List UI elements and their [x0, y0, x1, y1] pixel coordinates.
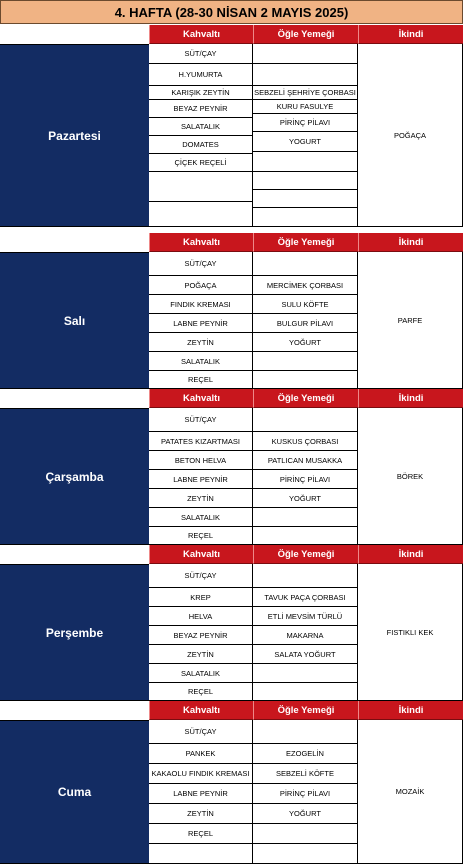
ogle-item — [253, 252, 358, 276]
ikindi-item: BÖREK — [358, 408, 463, 544]
header-ogle: Öğle Yemeği — [253, 701, 358, 720]
header-ogle: Öğle Yemeği — [253, 25, 358, 44]
ogle-item: TAVUK PAÇA ÇORBASI — [253, 588, 358, 607]
ikindi-item: FISTIKLI KEK — [358, 564, 463, 700]
meal-header-row — [0, 545, 463, 564]
day-label: Perşembe — [0, 564, 149, 701]
meal-grid — [149, 44, 463, 227]
kahvalti-item: SÜT/ÇAY — [149, 564, 253, 588]
header-ikindi: İkindi — [358, 233, 463, 252]
kahvalti-item: REÇEL — [149, 683, 253, 701]
kahvalti-item: SALATALIK — [149, 118, 253, 136]
kahvalti-item: ÇİÇEK REÇELİ — [149, 154, 253, 172]
ogle-item: KUSKUS ÇORBASI — [253, 432, 358, 451]
day-section-2 — [0, 233, 463, 389]
ogle-item: YOĞURT — [253, 333, 358, 352]
header-blank — [0, 389, 149, 408]
ogle-item: YOĞURT — [253, 489, 358, 508]
ogle-item: SEBZELİ ŞEHRİYE ÇORBASI — [253, 86, 358, 100]
ogle-item — [253, 352, 358, 371]
ogle-item — [253, 844, 358, 864]
ogle-item: PİRİNÇ PİLAVI — [253, 784, 358, 804]
day-section-5 — [0, 701, 463, 864]
header-ikindi: İkindi — [358, 389, 463, 408]
ogle-item — [253, 720, 358, 744]
kahvalti-item: PANKEK — [149, 744, 253, 764]
ogle-item: BULGUR PİLAVI — [253, 314, 358, 333]
meal-grid — [149, 408, 463, 545]
ogle-item — [253, 64, 358, 86]
header-ogle: Öğle Yemeği — [253, 233, 358, 252]
kahvalti-item: SALATALIK — [149, 508, 253, 527]
ogle-item: YOĞURT — [253, 804, 358, 824]
ogle-item: KURU FASULYE — [253, 100, 358, 114]
meal-header-row — [0, 233, 463, 252]
kahvalti-item: LABNE PEYNİR — [149, 784, 253, 804]
ogle-item: PİRİNÇ PİLAVI — [253, 114, 358, 132]
kahvalti-item: POĞAÇA — [149, 276, 253, 295]
kahvalti-item: SÜT/ÇAY — [149, 408, 253, 432]
kahvalti-item: KREP — [149, 588, 253, 607]
day-section-3 — [0, 389, 463, 545]
kahvalti-item: REÇEL — [149, 527, 253, 545]
kahvalti-item: BEYAZ PEYNİR — [149, 626, 253, 645]
ogle-item: PATLICAN MUSAKKA — [253, 451, 358, 470]
kahvalti-item: ZEYTİN — [149, 804, 253, 824]
kahvalti-item: H.YUMURTA — [149, 64, 253, 86]
meal-header-row — [0, 389, 463, 408]
header-blank — [0, 701, 149, 720]
ogle-item — [253, 172, 358, 190]
ogle-item — [253, 371, 358, 389]
day-section-1 — [0, 25, 463, 227]
ogle-item: YOGURT — [253, 132, 358, 152]
kahvalti-item: HELVA — [149, 607, 253, 626]
header-kahvalti: Kahvaltı — [149, 25, 253, 44]
kahvalti-item: KAKAOLU FINDIK KREMASI — [149, 764, 253, 784]
ogle-item: MAKARNA — [253, 626, 358, 645]
ogle-item — [253, 44, 358, 64]
ogle-item — [253, 408, 358, 432]
header-blank — [0, 545, 149, 564]
ikindi-item: PARFE — [358, 252, 463, 388]
ogle-item — [253, 508, 358, 527]
kahvalti-item: SÜT/ÇAY — [149, 252, 253, 276]
ogle-item: EZOGELİN — [253, 744, 358, 764]
kahvalti-item: DOMATES — [149, 136, 253, 154]
ogle-item: SULU KÖFTE — [253, 295, 358, 314]
kahvalti-item — [149, 844, 253, 864]
ogle-item — [253, 664, 358, 683]
kahvalti-item: FINDIK KREMASI — [149, 295, 253, 314]
meal-grid — [149, 564, 463, 701]
kahvalti-item: REÇEL — [149, 824, 253, 844]
ogle-item: SALATA YOĞURT — [253, 645, 358, 664]
header-ogle: Öğle Yemeği — [253, 389, 358, 408]
kahvalti-item: ZEYTİN — [149, 333, 253, 352]
meal-header-row — [0, 701, 463, 720]
ogle-item — [253, 208, 358, 227]
kahvalti-item: BEYAZ PEYNİR — [149, 100, 253, 118]
kahvalti-item: PATATES KIZARTMASI — [149, 432, 253, 451]
kahvalti-item: REÇEL — [149, 371, 253, 389]
ogle-item — [253, 527, 358, 545]
ikindi-item: POĞAÇA — [358, 44, 463, 226]
header-kahvalti: Kahvaltı — [149, 233, 253, 252]
meal-header-row — [0, 25, 463, 44]
ogle-item — [253, 190, 358, 208]
page-title: 4. HAFTA (28-30 NİSAN 2 MAYIS 2025) — [0, 0, 463, 24]
kahvalti-item: KARIŞIK ZEYTİN — [149, 86, 253, 100]
kahvalti-item: SALATALIK — [149, 352, 253, 371]
day-label: Salı — [0, 252, 149, 389]
kahvalti-item: SALATALIK — [149, 664, 253, 683]
ogle-item — [253, 683, 358, 701]
kahvalti-item: SÜT/ÇAY — [149, 44, 253, 64]
kahvalti-item — [149, 202, 253, 227]
header-blank — [0, 233, 149, 252]
ogle-item: PİRİNÇ PİLAVI — [253, 470, 358, 489]
meal-grid — [149, 252, 463, 389]
meal-grid — [149, 720, 463, 864]
ogle-item — [253, 564, 358, 588]
day-label: Cuma — [0, 720, 149, 864]
header-ikindi: İkindi — [358, 701, 463, 720]
ogle-item — [253, 824, 358, 844]
ogle-item: MERCİMEK ÇORBASI — [253, 276, 358, 295]
header-kahvalti: Kahvaltı — [149, 701, 253, 720]
ikindi-item: MOZAİK — [358, 720, 463, 863]
day-label: Çarşamba — [0, 408, 149, 545]
kahvalti-item: ZEYTİN — [149, 645, 253, 664]
day-section-4 — [0, 545, 463, 701]
kahvalti-item: BETON HELVA — [149, 451, 253, 470]
ogle-item: ETLİ MEVSİM TÜRLÜ — [253, 607, 358, 626]
kahvalti-item: SÜT/ÇAY — [149, 720, 253, 744]
kahvalti-item: ZEYTİN — [149, 489, 253, 508]
kahvalti-item — [149, 172, 253, 202]
header-ikindi: İkindi — [358, 545, 463, 564]
ogle-item — [253, 152, 358, 172]
ogle-item: SEBZELİ KÖFTE — [253, 764, 358, 784]
header-blank — [0, 25, 149, 44]
day-label: Pazartesi — [0, 44, 149, 227]
kahvalti-item: LABNE PEYNİR — [149, 470, 253, 489]
kahvalti-item: LABNE PEYNİR — [149, 314, 253, 333]
header-ogle: Öğle Yemeği — [253, 545, 358, 564]
header-ikindi: İkindi — [358, 25, 463, 44]
header-kahvalti: Kahvaltı — [149, 389, 253, 408]
header-kahvalti: Kahvaltı — [149, 545, 253, 564]
